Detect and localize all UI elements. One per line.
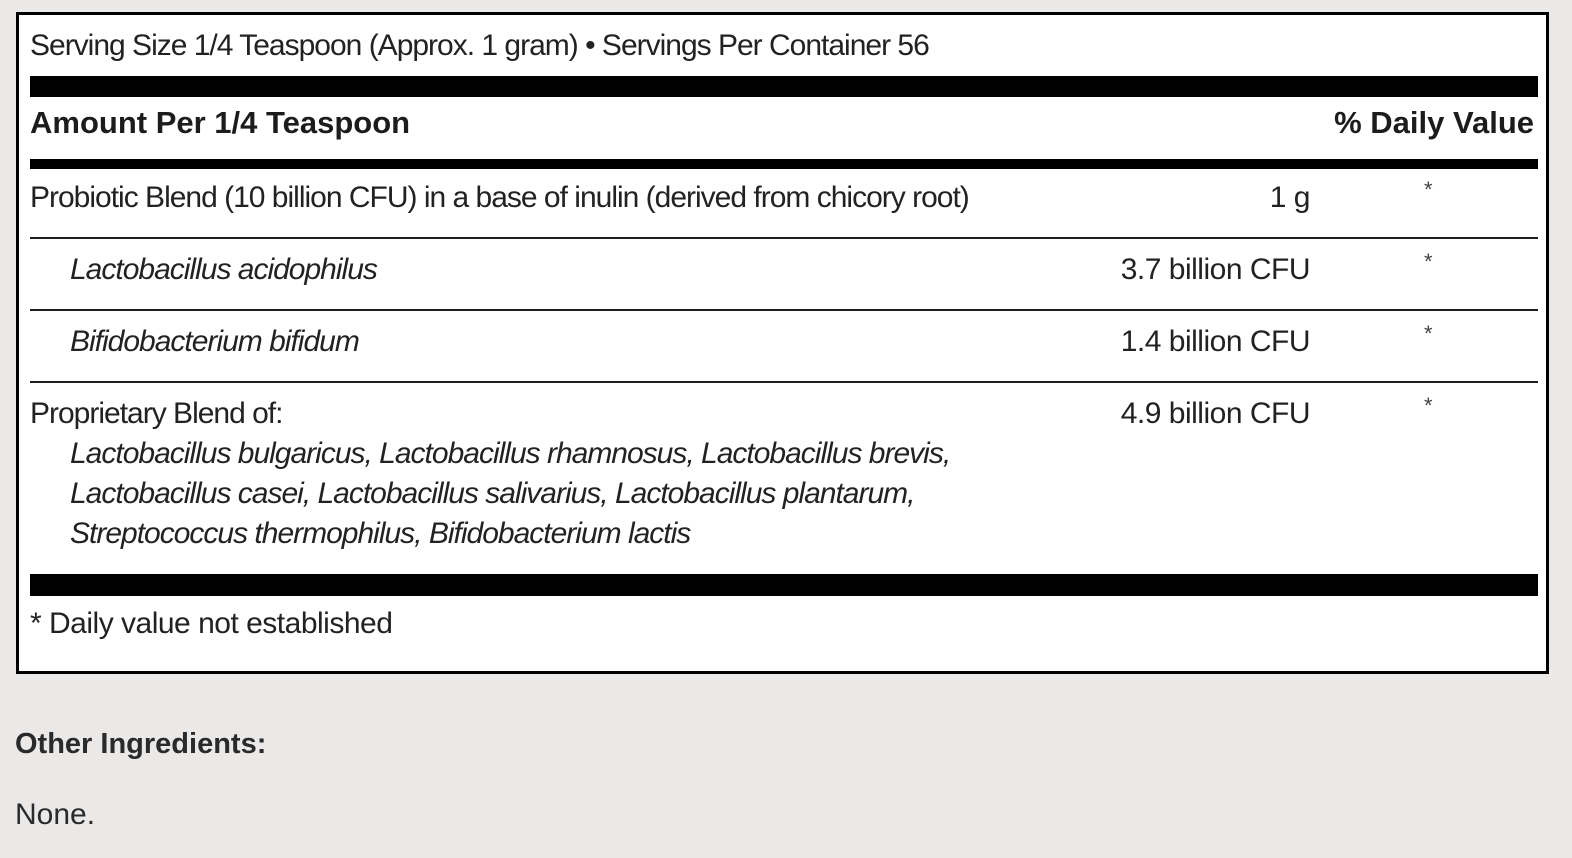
other-ingredients-title: Other Ingredients: [15,728,267,760]
other-ingredients-value: None. [15,798,96,831]
supplement-facts-panel [16,12,1549,674]
medium-divider [30,159,1538,169]
blend-ingredients-line: Lactobacillus bulgaricus, Lactobacillus rhamnosus, Lactobacillus brevis, [70,437,951,470]
blend-ingredients-line: Streptococcus thermophilus, Bifidobacterium lactis [70,517,691,550]
ingredient-amount: 1.4 billion CFU [1120,325,1310,358]
daily-value-mark: * [1424,321,1433,346]
footnote: * Daily value not established [30,607,393,640]
ingredient-name: Lactobacillus acidophilus [70,253,377,286]
row-divider [30,309,1538,311]
ingredient-amount: 1 g [1269,181,1310,214]
row-divider [30,237,1538,239]
ingredient-amount: 4.9 billion CFU [1120,397,1310,430]
row-divider [30,381,1538,383]
daily-value-mark: * [1424,249,1433,274]
serving-size-line: Serving Size 1/4 Teaspoon (Approx. 1 gram) • Servings Per Container 56 [30,29,929,62]
thick-divider-bottom [30,574,1538,596]
blend-ingredients-line: Lactobacillus casei, Lactobacillus salivarius, Lactobacillus plantarum, [70,477,915,510]
daily-value-header: % Daily Value [1334,105,1534,140]
amount-per-header: Amount Per 1/4 Teaspoon [30,105,411,140]
thick-divider-top [30,76,1538,97]
ingredient-name: Proprietary Blend of: [30,397,283,430]
daily-value-mark: * [1424,177,1433,202]
ingredient-amount: 3.7 billion CFU [1120,253,1310,286]
ingredient-name: Probiotic Blend (10 billion CFU) in a base of inulin (derived from chicory root) [30,181,969,214]
daily-value-mark: * [1424,393,1433,418]
ingredient-name: Bifidobacterium bifidum [70,325,359,358]
